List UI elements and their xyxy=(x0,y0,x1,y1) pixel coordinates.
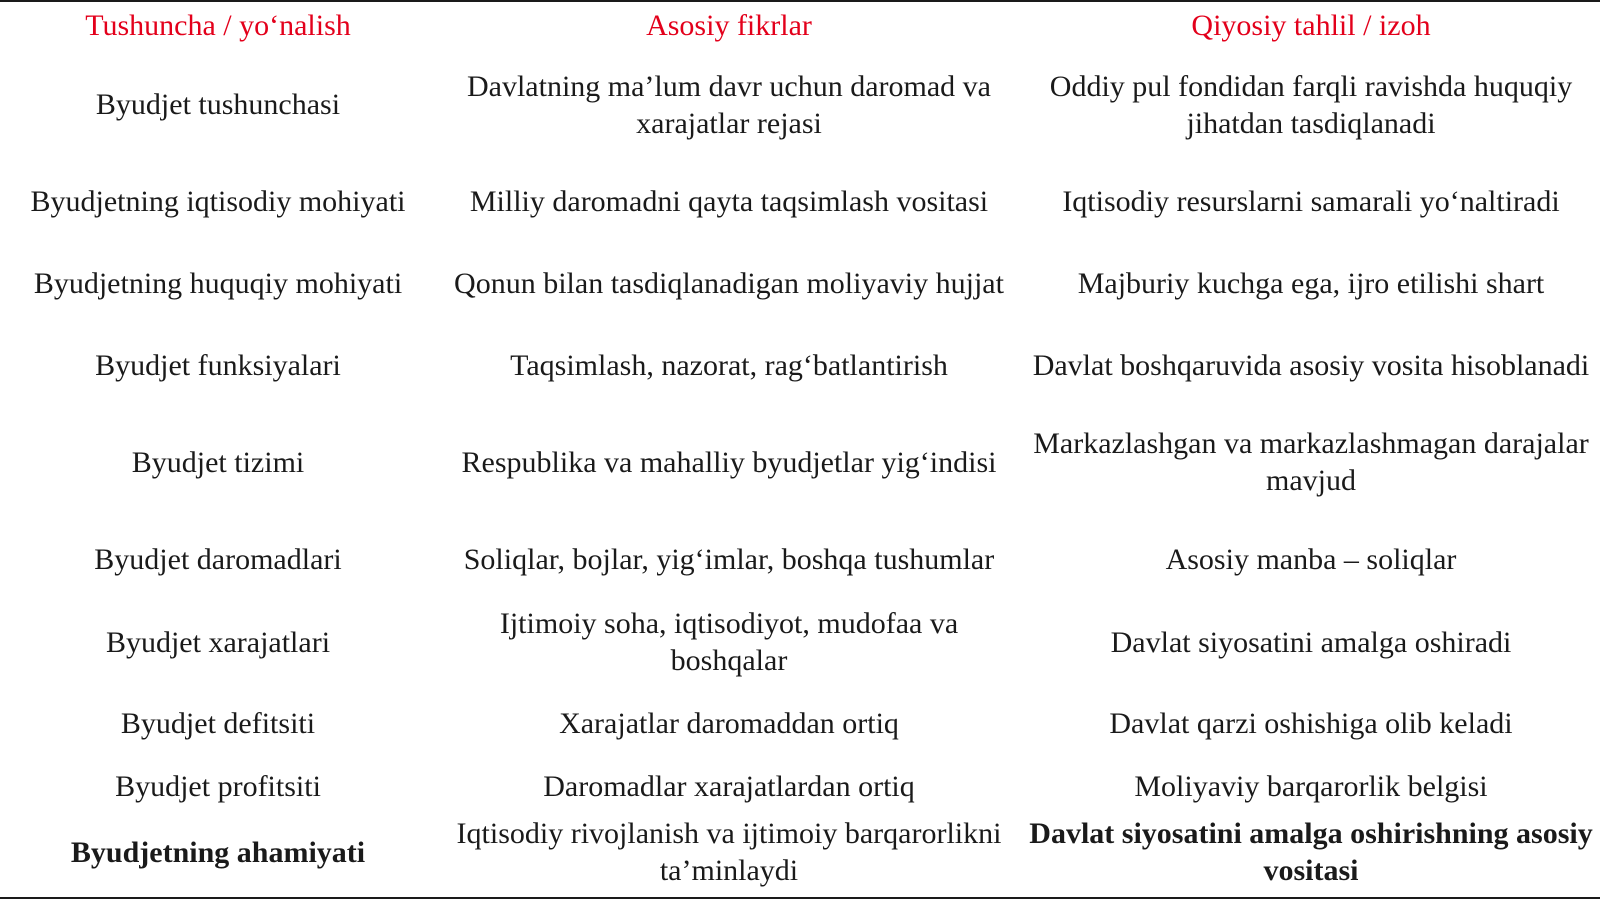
row-concept: Byudjet profitsiti xyxy=(115,770,321,803)
header-concept: Tushuncha / yo‘nalish xyxy=(85,9,351,42)
row-main-idea: Taqsimlash, nazorat, rag‘batlantirish xyxy=(510,348,948,382)
row-analysis: Davlat siyosatini amalga oshiradi xyxy=(1110,625,1512,659)
row-analysis: Davlat boshqaruvida asosiy vosita hisoblanadi xyxy=(1032,348,1590,382)
table-row xyxy=(0,518,1600,601)
row-main-idea: Respublika va mahalliy byudjetlar yig‘indisi xyxy=(461,445,997,479)
row-concept: Byudjet daromadlari xyxy=(94,543,342,576)
table-row xyxy=(0,324,1600,406)
row-concept: Byudjetning huquqiy mohiyati xyxy=(33,266,403,300)
table-row xyxy=(0,763,1600,810)
row-concept: Byudjet xarajatlari xyxy=(105,625,331,659)
row-main-idea: Qonun bilan tasdiqlanadigan moliyaviy hujjat xyxy=(454,266,1004,300)
table-row xyxy=(0,160,1600,242)
table-row xyxy=(0,810,1600,894)
table-row xyxy=(0,683,1600,763)
row-analysis: Davlat siyosatini amalga oshirishning asosiy vositasi xyxy=(1029,817,1593,887)
row-analysis: Markazlashgan va markazlashmagan darajalar mavjud xyxy=(1033,427,1589,497)
row-analysis: Davlat qarzi oshishiga olib keladi xyxy=(1109,706,1513,740)
table-row xyxy=(0,406,1600,518)
row-concept: Byudjet tushunchasi xyxy=(95,88,341,121)
table-header-row xyxy=(0,2,1600,49)
row-concept: Byudjet funksiyalari xyxy=(95,348,341,382)
row-analysis: Moliyaviy barqarorlik belgisi xyxy=(1134,770,1488,803)
table-row xyxy=(0,601,1600,683)
row-main-idea: Milliy daromadni qayta taqsimlash vositasi xyxy=(469,184,989,218)
row-main-idea: Iqtisodiy rivojlanish va ijtimoiy barqarorlikni ta’minlaydi xyxy=(456,817,1002,887)
row-analysis: Asosiy manba – soliqlar xyxy=(1165,543,1457,576)
row-concept: Byudjet defitsiti xyxy=(120,706,316,740)
table-row xyxy=(0,49,1600,160)
row-concept: Byudjet tizimi xyxy=(131,445,305,479)
row-concept: Byudjetning iqtisodiy mohiyati xyxy=(30,184,406,218)
row-main-idea: Ijtimoiy soha, iqtisodiyot, mudofaa va boshqalar xyxy=(499,607,959,677)
comparison-table xyxy=(0,2,1600,894)
header-main-ideas: Asosiy fikrlar xyxy=(646,9,812,42)
row-main-idea: Soliqlar, bojlar, yig‘imlar, boshqa tushumlar xyxy=(463,543,995,576)
row-main-idea: Davlatning ma’lum davr uchun daromad va xarajatlar rejasi xyxy=(466,69,991,140)
row-main-idea: Xarajatlar daromaddan ortiq xyxy=(559,706,899,740)
row-analysis: Oddiy pul fondidan farqli ravishda huquqiy jihatdan tasdiqlanadi xyxy=(1049,69,1573,140)
row-analysis: Majburiy kuchga ega, ijro etilishi shart xyxy=(1077,266,1545,300)
row-concept: Byudjetning ahamiyati xyxy=(70,835,366,869)
header-comparative-analysis: Qiyosiy tahlil / izoh xyxy=(1191,9,1431,42)
row-analysis: Iqtisodiy resurslarni samarali yo‘naltiradi xyxy=(1062,184,1560,218)
table-row xyxy=(0,242,1600,324)
row-main-idea: Daromadlar xarajatlardan ortiq xyxy=(543,770,915,803)
